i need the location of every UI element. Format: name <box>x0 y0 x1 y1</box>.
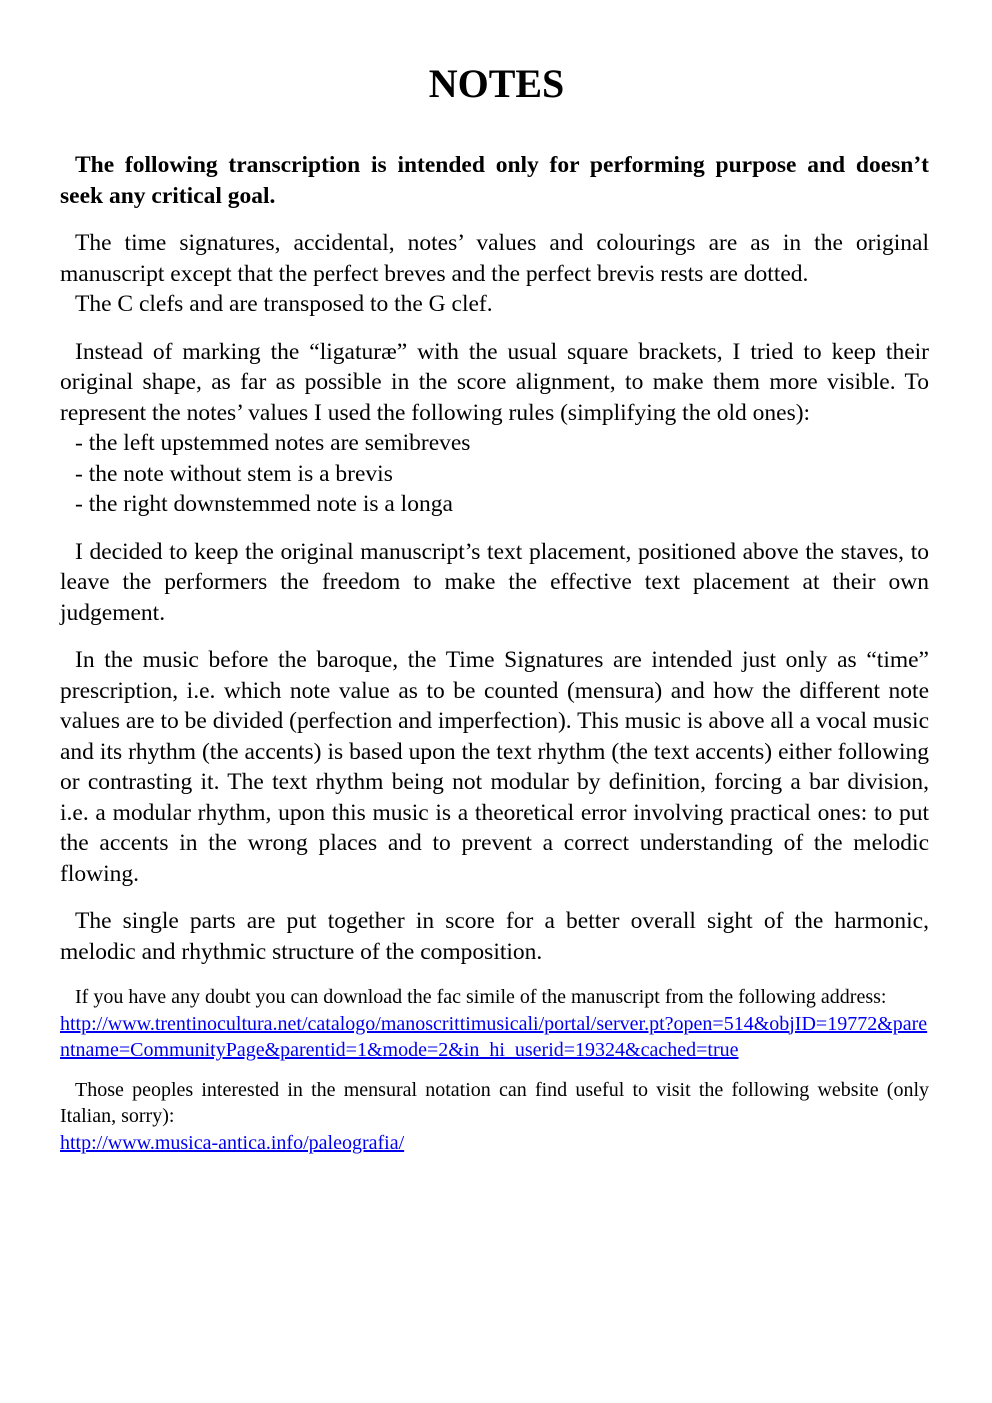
baroque-paragraph: In the music before the baroque, the Time Signatures are intended just only as “time” prescription, i.e. which note value as to be counted (mensura) and how the different note values are to be divided (perfection and imperfection). This music is above all a vocal music and its rhythm (the accents) is based upon the text rhythm (the text accents) either following or contrasting it. The text rhythm being not modular by definition, forcing a bar division, i.e. a modular rhythm, upon this music is a theoretical error involving practical ones: to put the accents in the wrong places and to prevent a correct understanding of the melodic flowing. <box>60 647 929 887</box>
clefs-paragraph: The C clefs and are transposed to the G clef. <box>75 291 493 317</box>
doubt-paragraph: If you have any doubt you can download the fac simile of the manuscript from the following address: <box>75 986 887 1008</box>
rule-item: - the right downstemmed note is a longa <box>75 491 453 517</box>
rule-item: - the left upstemmed notes are semibreves <box>75 430 471 456</box>
rule-item: - the note without stem is a brevis <box>75 460 393 487</box>
manuscript-link[interactable]: http://www.trentinocultura.net/catalogo/manoscrittimusicali/portal/server.pt?open=514&objID=19772&parentname=CommunityPage&parentid=1&mode=2&in_hi_userid=19324&cached=true <box>60 1012 928 1061</box>
page-title: NOTES <box>428 61 565 106</box>
time-signatures-paragraph: The time signatures, accidental, notes’ values and colourings are as in the original manuscript except that the perfect breves and the perfect brevis rests are dotted. <box>60 230 929 287</box>
intro-paragraph: The following transcription is intended only for performing purpose and doesn’t seek any critical goal. <box>60 152 929 209</box>
mensural-paragraph: Those peoples interested in the mensural notation can find useful to visit the following website (only Italian, sorry): <box>60 1078 929 1127</box>
ligatures-paragraph: Instead of marking the “ligaturæ” with the usual square brackets, I tried to keep their original shape, as far as possible in the score alignment, to make them more visible. To represent the notes’ values I used the following rules (simplifying the old ones): <box>60 338 929 426</box>
paleografia-link[interactable]: http://www.musica-antica.info/paleografia/ <box>60 1131 405 1154</box>
score-paragraph: The single parts are put together in score for a better overall sight of the harmonic, melodic and rhythmic structure of the composition. <box>60 908 929 965</box>
text-placement-paragraph: I decided to keep the original manuscript’s text placement, positioned above the staves, to leave the performers the freedom to make the effective text placement at their own judgement. <box>60 538 929 626</box>
